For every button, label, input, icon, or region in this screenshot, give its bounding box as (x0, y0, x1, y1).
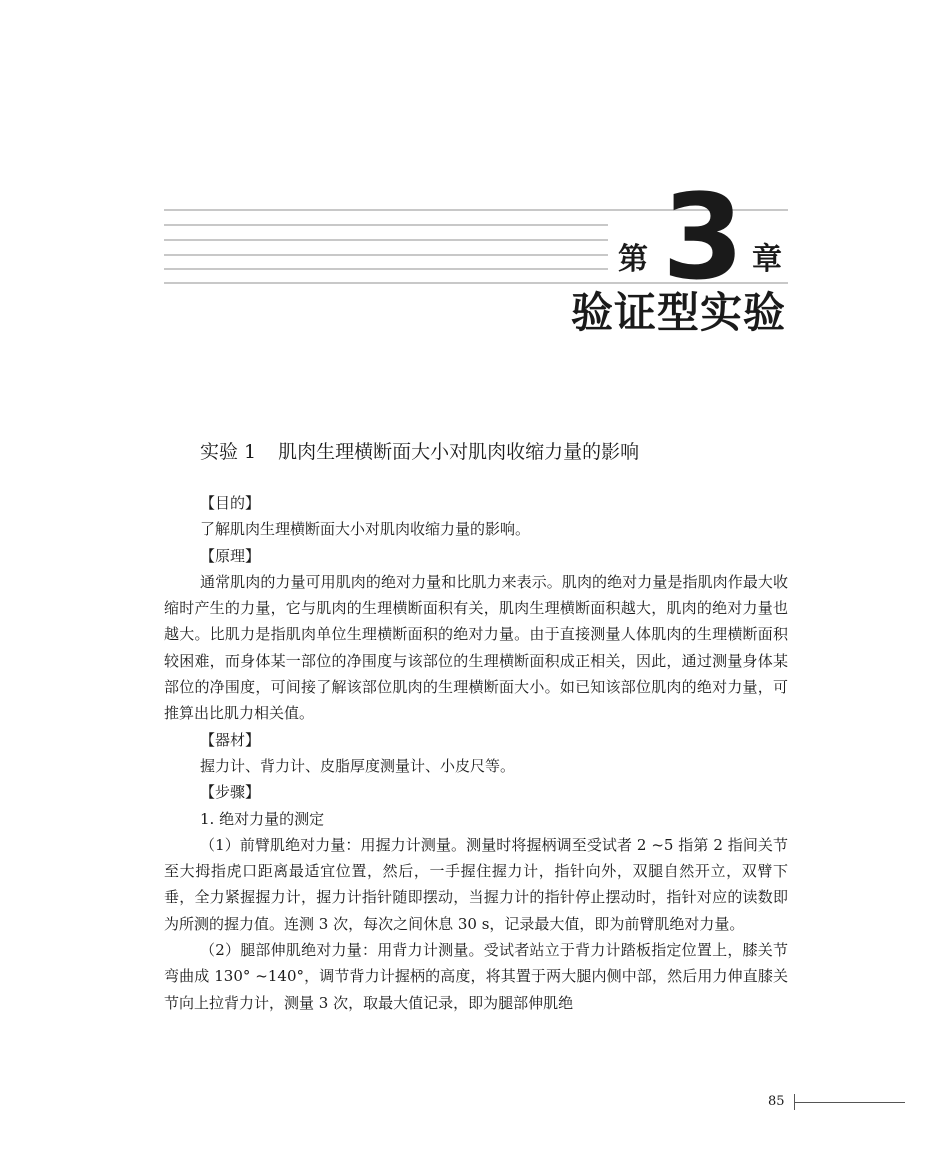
chapter-prefix: 第 (618, 242, 648, 277)
purpose-text: 了解肌肉生理横断面大小对肌肉收缩力量的影响。 (200, 520, 531, 539)
body-text (164, 490, 788, 1016)
step1-2-text: （2）腿部伸肌绝对力量：用背力计测量。受试者站立于背力计踏板指定位置上，膝关节弯曲成 130° ~140°，调节背力计握柄的高度，将其置于两大腿内侧中部，然后用力伸直膝关节向上拉背力计，测量 3 次，取最大值记录，即为腿部伸肌绝 (164, 941, 788, 1012)
experiment-number: 实验 1 (200, 441, 257, 463)
header-rule (164, 239, 608, 241)
chapter-number: 3 (661, 168, 745, 306)
header-rule (164, 224, 608, 226)
principle-label: 【原理】 (200, 546, 261, 565)
page-number: 85 (768, 1094, 785, 1109)
chapter-title: 验证型实验 (570, 288, 786, 337)
experiment-title: 肌肉生理横断面大小对肌肉收缩力量的影响 (278, 441, 640, 463)
equipment-text: 握力计、背力计、皮脂厚度测量计、小皮尺等。 (200, 756, 516, 775)
principle-text: 通常肌肉的力量可用肌肉的绝对力量和比肌力来表示。肌肉的绝对力量是指肌肉作最大收缩时产生的力量，它与肌肉的生理横断面积有关，肌肉生理横断面积越大，肌肉的绝对力量也越大。比肌力是指肌肉单位生理横断面积的绝对力量。由于直接测量人体肌肉的生理横断面积较困难，而身体某一部位的净围度与该部位的生理横断面积成正相关，因此，通过测量身体某部位的净围度，可间接了解该部位肌肉的生理横断面大小。如已知该部位肌肉的绝对力量，可推算出比肌力相关值。 (164, 572, 788, 723)
experiment-heading (200, 438, 639, 466)
footer-rule (795, 1102, 905, 1103)
step1-1-text: （1）前臂肌绝对力量：用握力计测量。测量时将握柄调至受试者 2 ~5 指第 2 指间关节至大拇指虎口距离最适宜位置，然后，一手握住握力计，指针向外，双腿自然开立，双臂下垂，全力紧握握力计，握力计指针随即摆动，当握力计的指针停止摆动时，指针对应的读数即为所测的握力值。连测 3 次，每次之间休息 30 s，记录最大值，即为前臂肌绝对力量。 (164, 835, 788, 933)
purpose-label: 【目的】 (200, 494, 261, 512)
step1-title: 1. 绝对力量的测定 (200, 809, 325, 828)
chapter-suffix: 章 (752, 242, 782, 277)
equipment-label: 【器材】 (200, 730, 261, 749)
header-rule (164, 254, 608, 256)
header-rule (164, 268, 608, 270)
steps-label: 【步骤】 (200, 783, 261, 802)
